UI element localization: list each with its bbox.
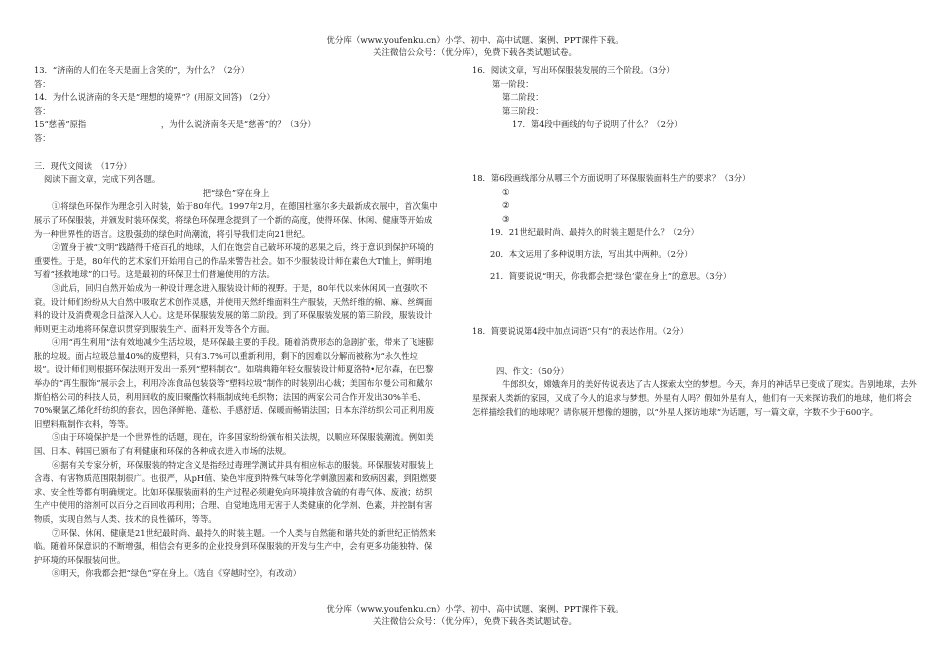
- answer-13: 答：: [34, 78, 51, 89]
- paragraph-7: ⑦环保、休闲、健康是21世纪最时尚、最持久的时装主题。一个人类与自然能和谐共处的新世纪正悄然来临。随着环保意识的不断增强，相信会有更多的企业投身到环保服装的开发与生产中，会有更多功能独特、保护环境的环保服装问世。: [34, 527, 436, 565]
- right-column: [472, 64, 917, 419]
- paragraph-3: ③此后，回归自然开始成为一种设计理念进入服装设计师的视野。于是，80年代以来休闲风一直强吹不衰。设计师们纷纷从大自然中吸取艺术创作灵感，并使用天然纤维面料生产服装，天然纤维的棉、麻、丝绸面料的设计及消费观念日益深入人心。这是环保服装发展的第二阶段。到了环保服装发展的第三阶段，服装设计师则更主动地将环保意识贯穿到服装生产、面料开发等各个方面。: [34, 282, 433, 334]
- answer-14: 答：: [34, 105, 51, 116]
- footer-line-2: 关注微信公众号：（优分库），免费下载各类试题试卷。: [372, 617, 577, 627]
- circle-3: ③: [502, 213, 510, 224]
- paragraph-4: ④用“再生利用”法有效地减少生活垃圾，是环保最主要的手段。随着消费形态的急剧扩张，带来了飞速膨胀的垃圾。面占垃圾总量40%的废塑料，只有3.7%可以重新利用，剩下的因难以分解而被称为“永久性垃圾”。设计师们则根据环保法则开发出一系列“塑料制衣”。如瑞典籍年轻女服装设计师夏洛特•尼尔森，在巴黎举办的“再生服饰”展示会上，利用冷冻食品包装袋等“塑料垃圾”制作的时装别出心裁；美国布尔曼公司和戴尔斯伯格公司的科技人员，利用回收的废旧聚酯饮料瓶制成纯毛织物；法国的两家公司合作开发出30%羊毛、70%聚氯乙烯化纤纺织的套衣，因色泽鲜艳、蓬松、手感舒适、保暖而畅销法国；日本东洋纺织公司正利用废旧塑料瓶制作衣料，等等。: [34, 337, 435, 429]
- essay-prompt: 牛郎织女，嫦娥奔月的美好传说表达了古人探索太空的梦想。今天，奔月的神话早已变成了现实。告别地球，去外星探索人类新的家园，又成了今人的追求与梦想。外星有人吗？假如外星有人，他们有一天来探访我们的地球，他们将会怎样描绘我们的地球呢？请你展开想像的翅膀，以“外星人探访地球”为话题，写一篇文章，字数不少于600字。: [472, 379, 917, 417]
- stage-2: 第二阶段：: [502, 92, 544, 103]
- question-21: 21．简要说说“明天，你我都会把‘绿色’蒙在身上”的意思。（3分）: [490, 270, 732, 281]
- circle-2: ②: [502, 200, 510, 211]
- question-14: 14．为什么说济南的冬天是“理想的境界”？(用原文回答) （2分）: [34, 92, 275, 103]
- paragraph-1: ①将绿色环保作为理念引入时装，始于80年代。1997年2月，在德国杜塞尔多夫最新成衣展中，首次集中展示了环保服装，并颁发时装环保奖，将绿色环保理念提到了一个新的高度，使得环保、休闲、健康等开始成为一种世界性的语言。这股强劲的绿色时尚潮流，将引导我们走向21世纪。: [34, 201, 438, 239]
- paragraph-6: ⑥据有关专家分析，环保服装的特定含义是指经过毒理学测试并具有相应标志的服装。环保服装对服装上含毒、有害物质范围限制很广。也很严，从pH值、染色牢度到特殊气味等化学刺激因素和致病因素，到阻燃要求、安全性等都有明确规定。比如环保服装面料的生产过程必须避免向环境排放含硫的有毒气体、废液；纺织生产中使用的溶剂可以百分之百回收再利用；合理、自觉地选用无害于人类健康的化学剂、色素，并控制有害物质，实现自然与人类、技术的良性循环，等等。: [34, 459, 437, 524]
- paragraph-5: ⑤由于环境保护是一个世界性的话题，现在，许多国家纷纷颁布相关法规，以顺应环保服装潮流。例如美国、日本、韩国已颁布了有利健康和环保的各种成衣进入市场的法规。: [34, 432, 434, 457]
- header-line-1: 优分库（www.youfenku.cn）小学、初中、高中试题、案例、PPT课件下载。: [326, 36, 624, 46]
- question-15: 15“慈善”原指 ，为什么说济南冬天是“慈善”的？（3分）: [34, 119, 316, 130]
- header-line-2: 关注微信公众号：（优分库），免费下载各类试题试卷。: [372, 48, 577, 58]
- left-column: [34, 64, 438, 581]
- paragraph-8: ⑧明天，你我都会把“绿色”穿在身上。（选自《穿越时空》，有改动）: [52, 568, 302, 579]
- circle-1: ①: [502, 186, 510, 197]
- question-18b: 18．简要说说第4段中加点词语“只有”的表达作用。（2分）: [472, 326, 689, 337]
- footer-line-1: 优分库（www.youfenku.cn）小学、初中、高中试题、案例、PPT课件下载。: [326, 605, 624, 615]
- essay-title: 四、作文：（50分）: [496, 365, 569, 376]
- question-19: 19．21世纪最时尚、最持久的时装主题是什么？（2分）: [490, 227, 699, 238]
- page-header: [0, 35, 950, 59]
- question-18a: 18．第6段画线部分从哪三个方面说明了环保服装面料生产的要求？（3分）: [472, 172, 751, 183]
- answer-15: 答：: [34, 132, 51, 143]
- paragraph-2: ②置身于被“文明”践踏得千疮百孔的地球，人们在饱尝自己破坏环境的恶果之后，终于意识到保护环境的重要性。于是，80年代的艺术家们开始用自己的作品来警告社会。如不少服装设计师在素色大T恤上，鲜明地写着“拯救地球”的口号。这是最初的环保卫士们普遍使用的方法。: [34, 242, 434, 280]
- question-13: 13．“济南的人们在冬天是面上含笑的”，为什么？（2分）: [34, 65, 250, 75]
- question-17: 17．第4段中画线的句子说明了什么？（2分）: [512, 119, 683, 130]
- stage-3: 第三阶段：: [502, 105, 544, 116]
- page-footer: [0, 604, 950, 628]
- article-title: 把“绿色”穿在身上: [202, 187, 270, 198]
- stage-1: 第一阶段：: [492, 78, 534, 89]
- section-heading: 三．现代文阅读 （17分）: [34, 160, 132, 171]
- question-16: 16．阅读文章，写出环保服装发展的三个阶段。（3分）: [472, 65, 675, 75]
- question-20: 20．本文运用了多种说明方法，写出其中两种。（2分）: [490, 248, 693, 259]
- reading-instruction: 阅读下面文章，完成下列各题。: [44, 174, 161, 185]
